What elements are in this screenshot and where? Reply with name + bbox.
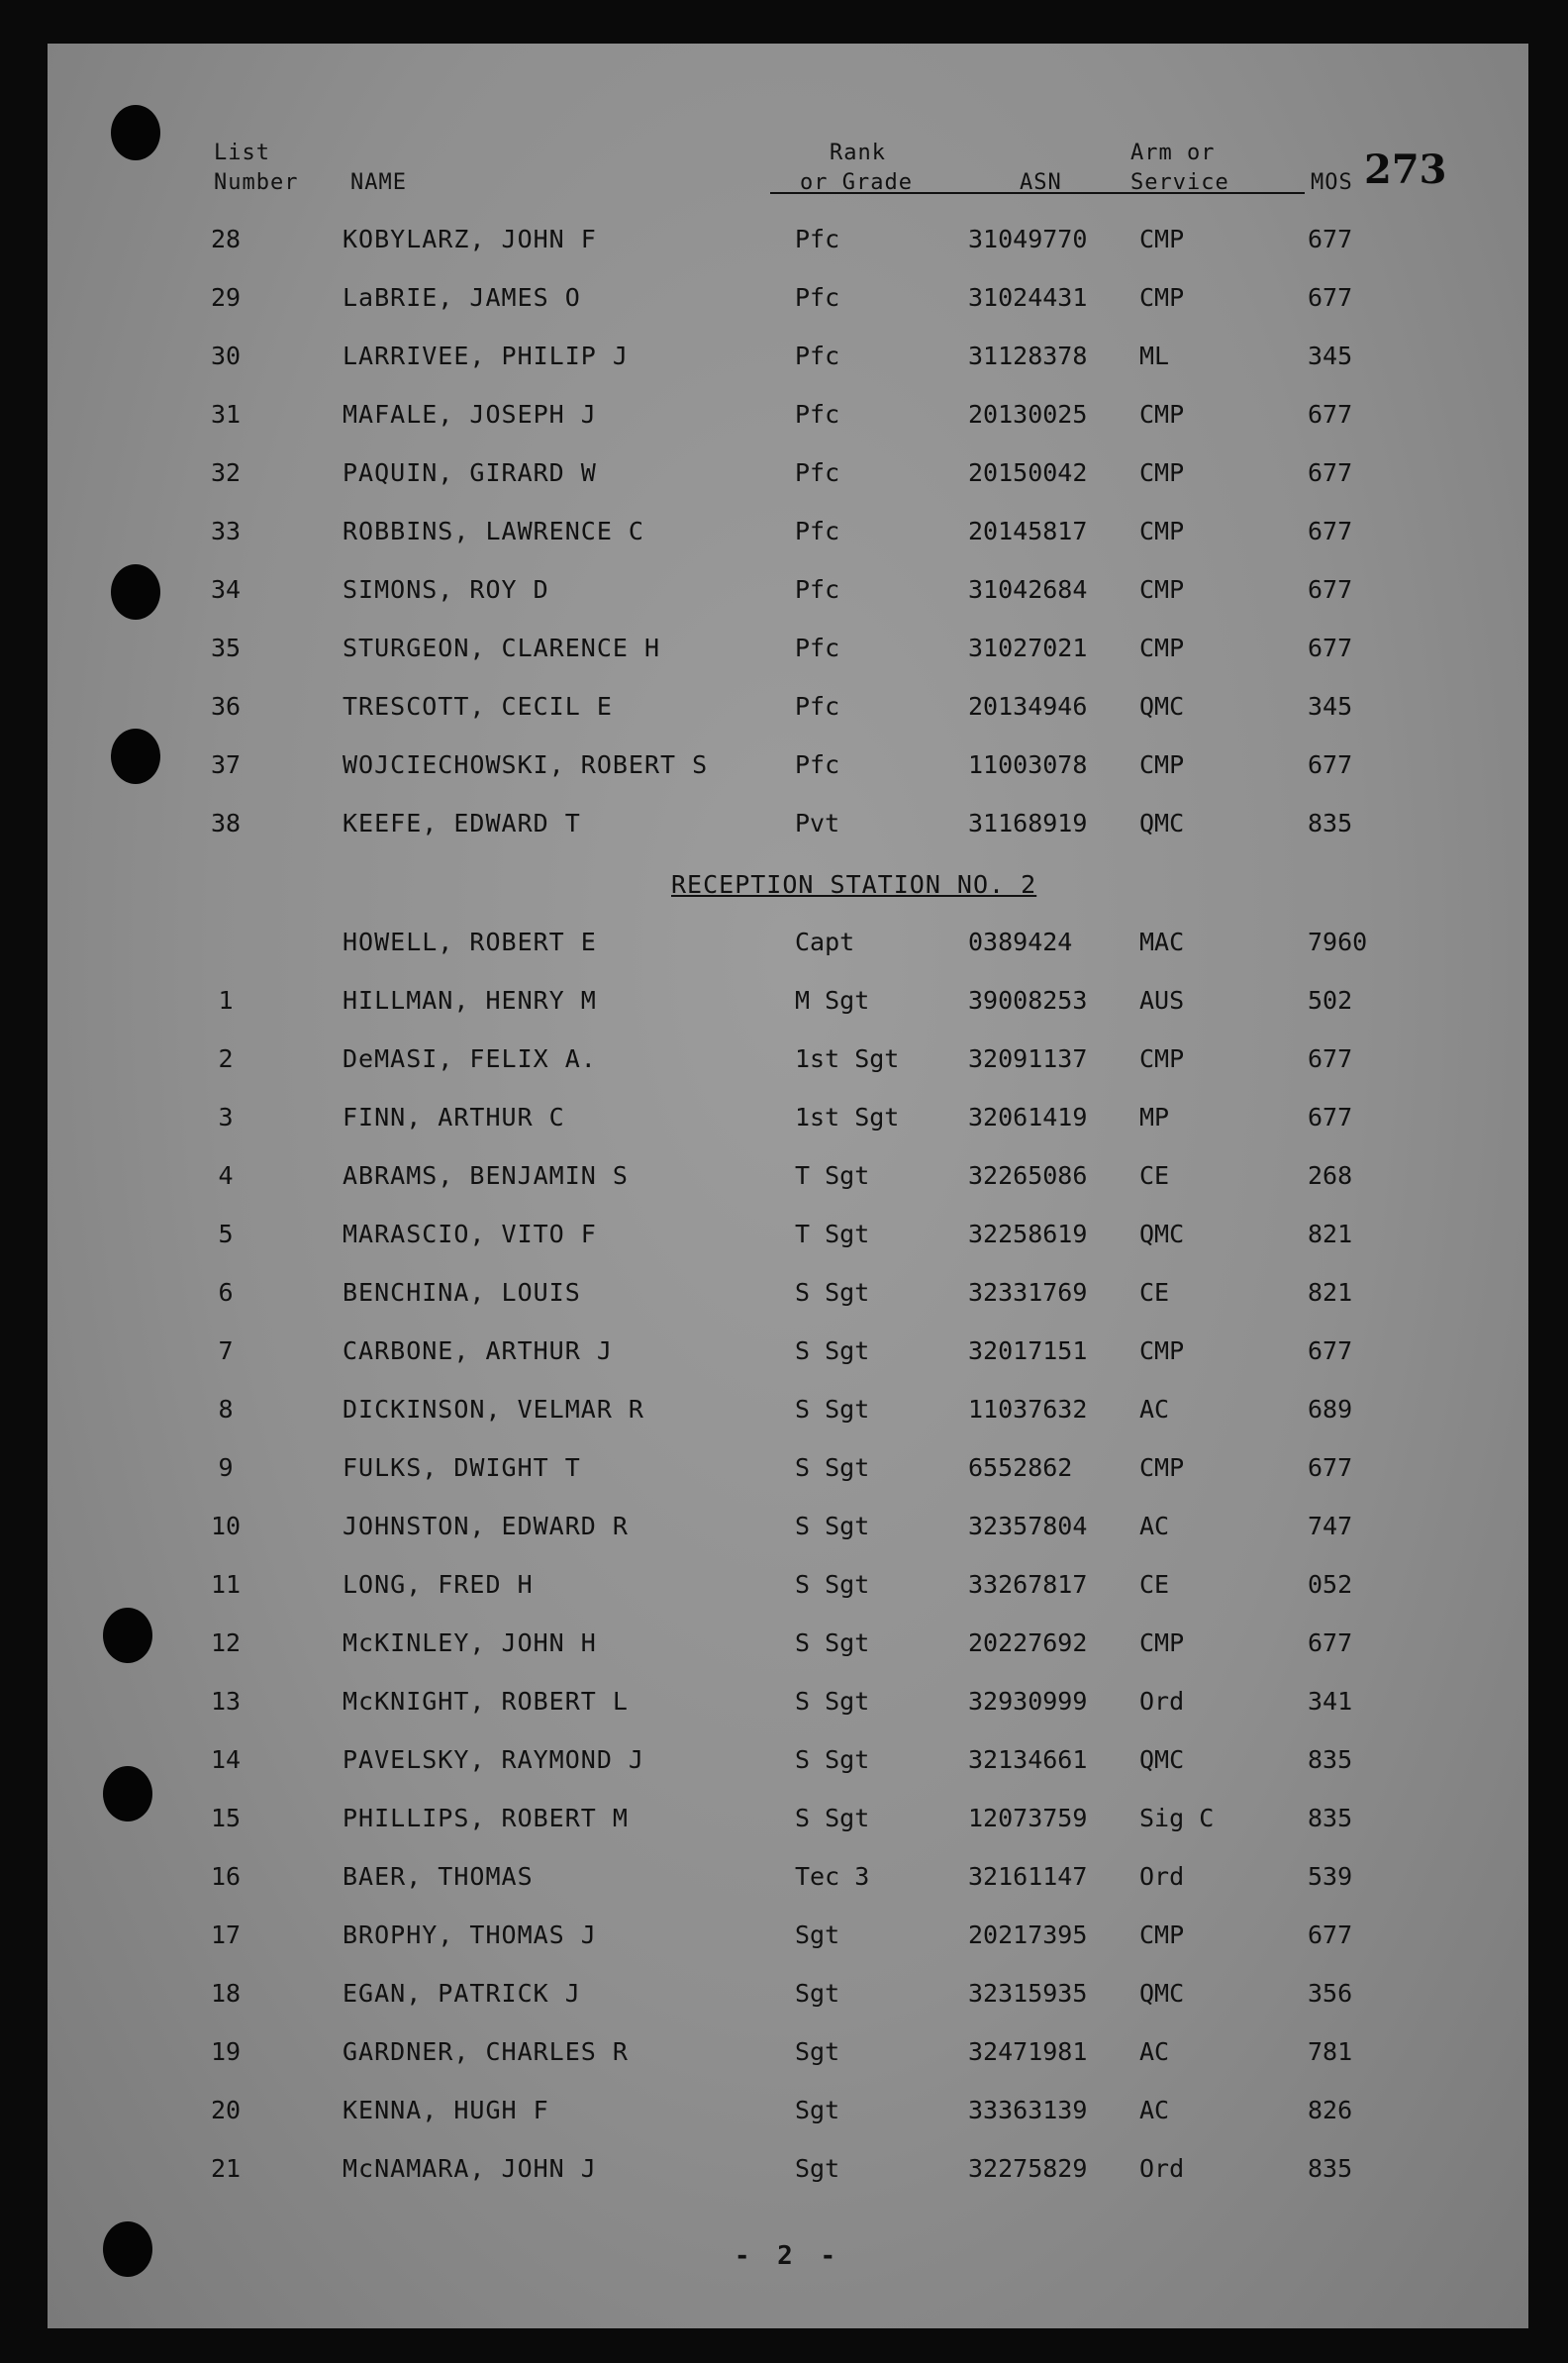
arm-service-cell: CE xyxy=(1139,1161,1170,1190)
name-cell: ABRAMS, BENJAMIN S xyxy=(343,1161,629,1190)
rank-cell: S Sgt xyxy=(795,1512,870,1540)
header-underline xyxy=(770,192,1305,194)
list-number-cell: 5 xyxy=(218,1220,234,1248)
name-cell: LaBRIE, JAMES O xyxy=(343,283,581,312)
header-mos xyxy=(1311,168,1353,198)
asn-cell: 31042684 xyxy=(968,575,1088,604)
list-number-cell: 10 xyxy=(210,1512,242,1540)
mos-cell: 677 xyxy=(1308,634,1353,662)
name-cell: GARDNER, CHARLES R xyxy=(343,2037,629,2066)
asn-cell: 33363139 xyxy=(968,2096,1088,2124)
arm-service-cell: CMP xyxy=(1139,1336,1185,1365)
table-row xyxy=(48,981,1528,1021)
asn-cell: 32161147 xyxy=(968,1862,1088,1891)
arm-service-cell: CMP xyxy=(1139,225,1185,253)
mos-cell: 835 xyxy=(1308,809,1353,837)
list-number-cell: 38 xyxy=(210,809,242,837)
mos-cell: 689 xyxy=(1308,1395,1353,1424)
page-footer: - 2 - xyxy=(734,2241,842,2271)
mos-cell: 821 xyxy=(1308,1278,1353,1307)
list-number-cell: 28 xyxy=(210,225,242,253)
header-list-number-line1: List xyxy=(214,141,270,165)
mos-cell: 345 xyxy=(1308,342,1353,370)
asn-cell: 32930999 xyxy=(968,1687,1088,1716)
mos-cell: 677 xyxy=(1308,1103,1353,1132)
table-row xyxy=(48,337,1528,376)
section-title: RECEPTION STATION NO. 2 xyxy=(671,870,1037,899)
table-row xyxy=(48,1390,1528,1429)
table-row xyxy=(48,1740,1528,1780)
arm-service-cell: QMC xyxy=(1139,809,1185,837)
name-cell: HOWELL, ROBERT E xyxy=(343,928,597,956)
name-cell: SIMONS, ROY D xyxy=(343,575,549,604)
mos-cell: 345 xyxy=(1308,692,1353,721)
asn-cell: 32357804 xyxy=(968,1512,1088,1540)
rank-cell: Pfc xyxy=(795,283,840,312)
rank-cell: S Sgt xyxy=(795,1395,870,1424)
rank-cell: S Sgt xyxy=(795,1687,870,1716)
table-row xyxy=(48,1507,1528,1546)
arm-service-cell: CE xyxy=(1139,1570,1170,1599)
name-cell: ROBBINS, LAWRENCE C xyxy=(343,517,644,545)
list-number-cell: 1 xyxy=(218,986,234,1015)
rank-cell: Pfc xyxy=(795,458,840,487)
arm-service-cell: CMP xyxy=(1139,575,1185,604)
mos-cell: 677 xyxy=(1308,1453,1353,1482)
list-number-cell: 18 xyxy=(210,1979,242,2008)
table-row xyxy=(48,923,1528,962)
arm-service-cell: CMP xyxy=(1139,400,1185,429)
list-number-cell: 16 xyxy=(210,1862,242,1891)
list-number-cell: 32 xyxy=(210,458,242,487)
rank-cell: T Sgt xyxy=(795,1220,870,1248)
table-row xyxy=(48,1857,1528,1897)
name-cell: FULKS, DWIGHT T xyxy=(343,1453,581,1482)
list-number-cell: 21 xyxy=(210,2154,242,2183)
name-cell: PHILLIPS, ROBERT M xyxy=(343,1804,629,1832)
arm-service-cell: CMP xyxy=(1139,1453,1185,1482)
asn-cell: 32471981 xyxy=(968,2037,1088,2066)
arm-service-cell: CMP xyxy=(1139,1628,1185,1657)
list-number-cell: 30 xyxy=(210,342,242,370)
mos-cell: 539 xyxy=(1308,1862,1353,1891)
mos-cell: 052 xyxy=(1308,1570,1353,1599)
table-row xyxy=(48,1448,1528,1488)
rank-cell: M Sgt xyxy=(795,986,870,1015)
rank-cell: Tec 3 xyxy=(795,1862,870,1891)
table-row xyxy=(48,1098,1528,1137)
header-arm xyxy=(1130,139,1229,198)
arm-service-cell: AC xyxy=(1139,1512,1170,1540)
header-rank-line1: Rank xyxy=(830,141,886,165)
table-row xyxy=(48,1682,1528,1722)
name-cell: PAQUIN, GIRARD W xyxy=(343,458,597,487)
list-number-cell: 33 xyxy=(210,517,242,545)
arm-service-cell: Ord xyxy=(1139,2154,1185,2183)
name-cell: TRESCOTT, CECIL E xyxy=(343,692,613,721)
list-number-cell: 12 xyxy=(210,1628,242,1657)
table-row xyxy=(48,220,1528,259)
mos-cell: 821 xyxy=(1308,1220,1353,1248)
table-row xyxy=(48,2091,1528,2130)
asn-cell: 32061419 xyxy=(968,1103,1088,1132)
rank-cell: T Sgt xyxy=(795,1161,870,1190)
list-number-cell: 31 xyxy=(210,400,242,429)
arm-service-cell: QMC xyxy=(1139,692,1185,721)
asn-cell: 20145817 xyxy=(968,517,1088,545)
asn-cell: 31024431 xyxy=(968,283,1088,312)
mos-cell: 677 xyxy=(1308,750,1353,779)
asn-cell: 33267817 xyxy=(968,1570,1088,1599)
asn-cell: 32331769 xyxy=(968,1278,1088,1307)
rank-cell: S Sgt xyxy=(795,1453,870,1482)
name-cell: STURGEON, CLARENCE H xyxy=(343,634,661,662)
mos-cell: 677 xyxy=(1308,1920,1353,1949)
rank-cell: S Sgt xyxy=(795,1804,870,1832)
mos-cell: 677 xyxy=(1308,517,1353,545)
table-row xyxy=(48,2149,1528,2189)
arm-service-cell: QMC xyxy=(1139,1979,1185,2008)
rank-cell: S Sgt xyxy=(795,1336,870,1365)
list-number-cell: 14 xyxy=(210,1745,242,1774)
table-row xyxy=(48,1916,1528,1955)
asn-cell: 0389424 xyxy=(968,928,1073,956)
asn-cell: 32258619 xyxy=(968,1220,1088,1248)
arm-service-cell: AC xyxy=(1139,2096,1170,2124)
rank-cell: S Sgt xyxy=(795,1628,870,1657)
arm-service-cell: CMP xyxy=(1139,517,1185,545)
rank-cell: Pfc xyxy=(795,692,840,721)
asn-cell: 11003078 xyxy=(968,750,1088,779)
asn-cell: 20217395 xyxy=(968,1920,1088,1949)
asn-cell: 32017151 xyxy=(968,1336,1088,1365)
mos-cell: 268 xyxy=(1308,1161,1353,1190)
asn-cell: 39008253 xyxy=(968,986,1088,1015)
asn-cell: 31168919 xyxy=(968,809,1088,837)
rank-cell: Pfc xyxy=(795,634,840,662)
arm-service-cell: CE xyxy=(1139,1278,1170,1307)
name-cell: CARBONE, ARTHUR J xyxy=(343,1336,613,1365)
list-number-cell: 17 xyxy=(210,1920,242,1949)
rank-cell: Sgt xyxy=(795,2154,840,2183)
name-cell: KOBYLARZ, JOHN F xyxy=(343,225,597,253)
asn-cell: 20130025 xyxy=(968,400,1088,429)
table-row xyxy=(48,512,1528,551)
table-row xyxy=(48,570,1528,610)
name-cell: BROPHY, THOMAS J xyxy=(343,1920,597,1949)
list-number-cell: 34 xyxy=(210,575,242,604)
rank-cell: Pfc xyxy=(795,342,840,370)
mos-cell: 677 xyxy=(1308,458,1353,487)
list-number-cell: 36 xyxy=(210,692,242,721)
header-name xyxy=(350,168,407,198)
list-number-cell: 15 xyxy=(210,1804,242,1832)
mos-cell: 341 xyxy=(1308,1687,1353,1716)
name-cell: McKNIGHT, ROBERT L xyxy=(343,1687,629,1716)
table-row xyxy=(48,629,1528,668)
rank-cell: Pfc xyxy=(795,225,840,253)
list-number-cell: 9 xyxy=(218,1453,234,1482)
mos-cell: 356 xyxy=(1308,1979,1353,2008)
list-number-cell: 2 xyxy=(218,1044,234,1073)
mos-cell: 677 xyxy=(1308,283,1353,312)
mos-cell: 677 xyxy=(1308,1628,1353,1657)
arm-service-cell: Ord xyxy=(1139,1862,1185,1891)
header-mos-label: MOS xyxy=(1311,170,1353,195)
table-row xyxy=(48,1974,1528,2014)
table-row xyxy=(48,1273,1528,1313)
arm-service-cell: CMP xyxy=(1139,1920,1185,1949)
name-cell: WOJCIECHOWSKI, ROBERT S xyxy=(343,750,709,779)
name-cell: PAVELSKY, RAYMOND J xyxy=(343,1745,644,1774)
name-cell: KEEFE, EDWARD T xyxy=(343,809,581,837)
name-cell: LARRIVEE, PHILIP J xyxy=(343,342,629,370)
asn-cell: 31027021 xyxy=(968,634,1088,662)
list-number-cell: 29 xyxy=(210,283,242,312)
list-number-cell: 37 xyxy=(210,750,242,779)
asn-cell: 20134946 xyxy=(968,692,1088,721)
rank-cell: Pfc xyxy=(795,517,840,545)
name-cell: KENNA, HUGH F xyxy=(343,2096,549,2124)
header-name-label: NAME xyxy=(350,170,407,195)
table-row xyxy=(48,278,1528,318)
name-cell: FINN, ARTHUR C xyxy=(343,1103,565,1132)
table-row xyxy=(48,1331,1528,1371)
arm-service-cell: Sig C xyxy=(1139,1804,1215,1832)
arm-service-cell: CMP xyxy=(1139,458,1185,487)
asn-cell: 32265086 xyxy=(968,1161,1088,1190)
rank-cell: S Sgt xyxy=(795,1278,870,1307)
asn-cell: 31128378 xyxy=(968,342,1088,370)
list-number-cell: 7 xyxy=(218,1336,234,1365)
mos-cell: 747 xyxy=(1308,1512,1353,1540)
table-row xyxy=(48,1039,1528,1079)
header-rank-line2: or Grade xyxy=(800,170,913,195)
name-cell: McNAMARA, JOHN J xyxy=(343,2154,597,2183)
rank-cell: Sgt xyxy=(795,1920,840,1949)
arm-service-cell: AC xyxy=(1139,1395,1170,1424)
arm-service-cell: CMP xyxy=(1139,634,1185,662)
page-number-stamp: 273 xyxy=(1364,147,1447,193)
name-cell: MARASCIO, VITO F xyxy=(343,1220,597,1248)
mos-cell: 826 xyxy=(1308,2096,1353,2124)
list-number-cell: 19 xyxy=(210,2037,242,2066)
asn-cell: 32091137 xyxy=(968,1044,1088,1073)
table-row xyxy=(48,1565,1528,1605)
name-cell: HILLMAN, HENRY M xyxy=(343,986,597,1015)
mos-cell: 781 xyxy=(1308,2037,1353,2066)
rank-cell: 1st Sgt xyxy=(795,1103,900,1132)
asn-cell: 32134661 xyxy=(968,1745,1088,1774)
list-number-cell: 3 xyxy=(218,1103,234,1132)
name-cell: McKINLEY, JOHN H xyxy=(343,1628,597,1657)
rank-cell: S Sgt xyxy=(795,1570,870,1599)
header-arm-line2: Service xyxy=(1130,170,1229,195)
rank-cell: Sgt xyxy=(795,2096,840,2124)
asn-cell: 31049770 xyxy=(968,225,1088,253)
arm-service-cell: AUS xyxy=(1139,986,1185,1015)
table-row xyxy=(48,1156,1528,1196)
table-row xyxy=(48,1215,1528,1254)
arm-service-cell: QMC xyxy=(1139,1220,1185,1248)
asn-cell: 20227692 xyxy=(968,1628,1088,1657)
arm-service-cell: QMC xyxy=(1139,1745,1185,1774)
list-number-cell: 35 xyxy=(210,634,242,662)
arm-service-cell: MAC xyxy=(1139,928,1185,956)
name-cell: EGAN, PATRICK J xyxy=(343,1979,581,2008)
rank-cell: Sgt xyxy=(795,1979,840,2008)
table-row xyxy=(48,453,1528,493)
asn-cell: 12073759 xyxy=(968,1804,1088,1832)
mos-cell: 677 xyxy=(1308,1336,1353,1365)
name-cell: MAFALE, JOSEPH J xyxy=(343,400,597,429)
rank-cell: S Sgt xyxy=(795,1745,870,1774)
arm-service-cell: Ord xyxy=(1139,1687,1185,1716)
mos-cell: 677 xyxy=(1308,225,1353,253)
list-number-cell: 4 xyxy=(218,1161,234,1190)
header-asn-label: ASN xyxy=(1020,170,1062,195)
punch-hole-1 xyxy=(111,105,160,160)
table-row xyxy=(48,687,1528,727)
header-list-number-line2: Number xyxy=(214,170,299,195)
mos-cell: 677 xyxy=(1308,1044,1353,1073)
list-number-cell: 13 xyxy=(210,1687,242,1716)
name-cell: LONG, FRED H xyxy=(343,1570,534,1599)
asn-cell: 20150042 xyxy=(968,458,1088,487)
list-number-cell: 11 xyxy=(210,1570,242,1599)
rank-cell: Pfc xyxy=(795,400,840,429)
table-row xyxy=(48,745,1528,785)
arm-service-cell: AC xyxy=(1139,2037,1170,2066)
table-row xyxy=(48,804,1528,843)
rank-cell: Pvt xyxy=(795,809,840,837)
asn-cell: 32275829 xyxy=(968,2154,1088,2183)
document-page xyxy=(48,44,1528,2328)
table-row xyxy=(48,1624,1528,1663)
rank-cell: Sgt xyxy=(795,2037,840,2066)
name-cell: DeMASI, FELIX A. xyxy=(343,1044,597,1073)
table-row xyxy=(48,2032,1528,2072)
asn-cell: 6552862 xyxy=(968,1453,1073,1482)
arm-service-cell: ML xyxy=(1139,342,1170,370)
name-cell: DICKINSON, VELMAR R xyxy=(343,1395,644,1424)
mos-cell: 835 xyxy=(1308,1745,1353,1774)
header-rank xyxy=(800,139,913,198)
mos-cell: 677 xyxy=(1308,400,1353,429)
mos-cell: 7960 xyxy=(1308,928,1368,956)
asn-cell: 32315935 xyxy=(968,1979,1088,2008)
mos-cell: 835 xyxy=(1308,1804,1353,1832)
arm-service-cell: CMP xyxy=(1139,750,1185,779)
arm-service-cell: CMP xyxy=(1139,283,1185,312)
arm-service-cell: CMP xyxy=(1139,1044,1185,1073)
rank-cell: Capt xyxy=(795,928,855,956)
rank-cell: Pfc xyxy=(795,750,840,779)
rank-cell: 1st Sgt xyxy=(795,1044,900,1073)
name-cell: JOHNSTON, EDWARD R xyxy=(343,1512,629,1540)
table-row xyxy=(48,1799,1528,1838)
name-cell: BAER, THOMAS xyxy=(343,1862,534,1891)
mos-cell: 502 xyxy=(1308,986,1353,1015)
list-number-cell: 20 xyxy=(210,2096,242,2124)
arm-service-cell: MP xyxy=(1139,1103,1170,1132)
rank-cell: Pfc xyxy=(795,575,840,604)
mos-cell: 835 xyxy=(1308,2154,1353,2183)
list-number-cell: 6 xyxy=(218,1278,234,1307)
list-number-cell: 8 xyxy=(218,1395,234,1424)
table-row xyxy=(48,395,1528,435)
name-cell: BENCHINA, LOUIS xyxy=(343,1278,581,1307)
header-arm-line1: Arm or xyxy=(1130,141,1216,165)
asn-cell: 11037632 xyxy=(968,1395,1088,1424)
header-list-number xyxy=(214,139,298,198)
mos-cell: 677 xyxy=(1308,575,1353,604)
